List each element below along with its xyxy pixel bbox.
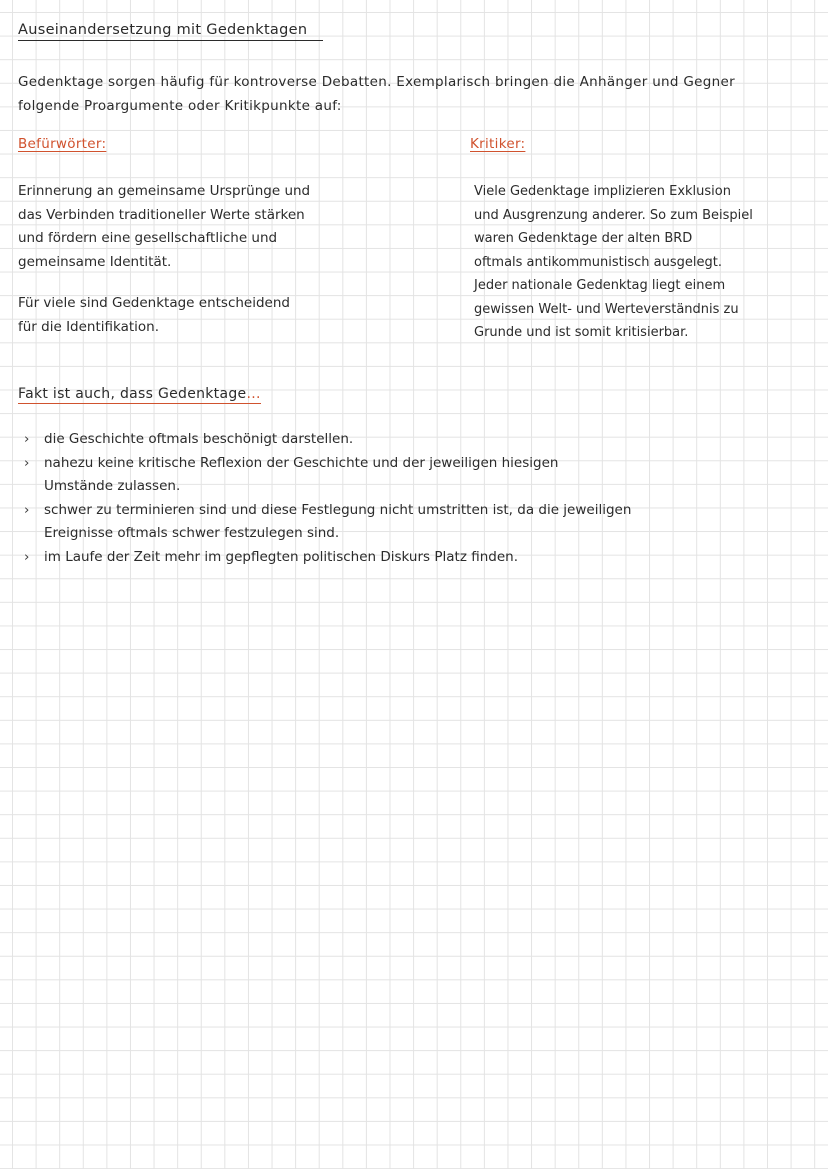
intro-line: folgende Proargumente oder Kritikpunkte auf: [18, 98, 342, 114]
list-item [24, 452, 631, 499]
intro-line: Gedenktage sorgen häufig für kontroverse Debatten. Exemplarisch bringen die Anhänger und Gegner [18, 74, 735, 90]
fakt-heading [18, 386, 261, 404]
pro-line: gemeinsame Identität. [18, 253, 172, 270]
bullet-marker-icon: › [24, 454, 30, 471]
bullet-marker-icon: › [24, 431, 30, 447]
list-item-text: im Laufe der Zeit mehr im gepflegten politischen Diskurs Platz finden. [44, 548, 518, 565]
pro-paragraph-2 [18, 292, 290, 339]
contra-line: Jeder nationale Gedenktag liegt einem [474, 278, 726, 293]
list-item [24, 546, 631, 570]
page-title: Auseinandersetzung mit Gedenktagen [18, 22, 323, 41]
contra-paragraph [474, 180, 753, 345]
pro-line: das Verbinden traditioneller Werte stärken [18, 206, 305, 223]
fakt-heading-dots: ... [246, 386, 261, 402]
contra-line: und Ausgrenzung anderer. So zum Beispiel [474, 207, 753, 223]
bullet-marker-icon: › [24, 548, 30, 565]
contra-line: oftmals antikommunistisch ausgelegt. [474, 254, 722, 270]
list-item-text: schwer zu terminieren sind und diese Festlegung nicht umstritten ist, da die jeweiligen Ereignisse oftmals schwer festzulegen sind. [44, 501, 632, 541]
fakt-list [24, 428, 631, 569]
pro-line: und fördern eine gesellschaftliche und [18, 230, 278, 246]
contra-line: gewissen Welt- und Werteverständnis zu [474, 301, 739, 317]
contra-line: Viele Gedenktage implizieren Exklusion [474, 184, 731, 199]
contra-line: Grunde und ist somit kritisierbar. [474, 325, 689, 340]
contra-line: waren Gedenktage der alten BRD [474, 231, 693, 246]
list-item [24, 499, 631, 546]
pro-paragraph-1 [18, 180, 310, 274]
bullet-marker-icon: › [24, 501, 30, 518]
list-item-text: nahezu keine kritische Reflexion der Geschichte und der jeweiligen hiesigen Umstände zulassen. [44, 454, 559, 494]
pro-heading: Befürwörter: [18, 136, 107, 152]
pro-line: Für viele sind Gedenktage entscheidend [18, 295, 290, 311]
pro-line: Erinnerung an gemeinsame Ursprünge und [18, 183, 311, 199]
list-item-text: die Geschichte oftmals beschönigt darstellen. [44, 431, 354, 447]
contra-heading: Kritiker: [470, 136, 526, 152]
fakt-heading-text: Fakt ist auch, dass Gedenktage [18, 386, 247, 402]
intro-text [18, 70, 735, 118]
pro-line: für die Identifikation. [18, 318, 160, 335]
list-item [24, 428, 631, 452]
